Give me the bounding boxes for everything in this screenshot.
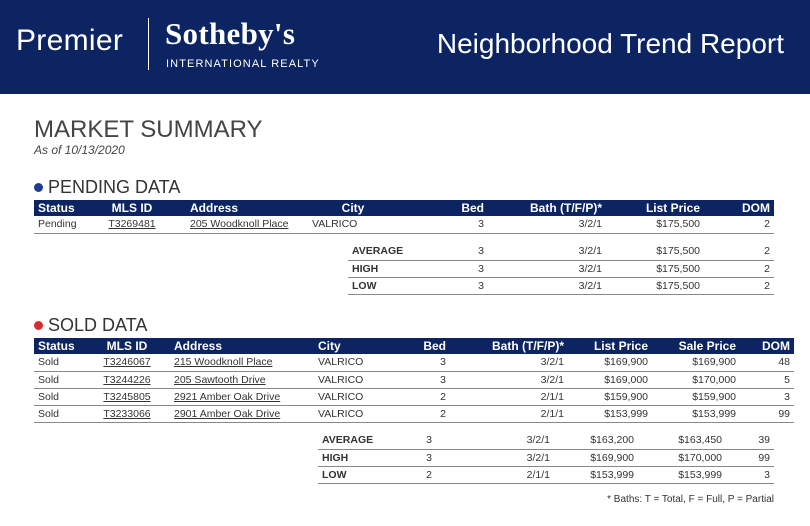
sale-price-cell: $169,900 <box>652 354 740 371</box>
bath-cell: 3/2/1 <box>488 277 606 294</box>
dom-cell: 2 <box>704 243 774 260</box>
address-link[interactable]: 205 Woodknoll Place <box>172 216 308 233</box>
sold-stats-table <box>318 432 774 484</box>
bath-cell: 2/1/1 <box>450 388 568 405</box>
address-link[interactable]: 2921 Amber Oak Drive <box>164 388 314 405</box>
bed-cell: 3 <box>382 354 450 371</box>
sold-col-bed: Bed <box>382 338 450 354</box>
list-price-cell: $163,200 <box>554 432 638 449</box>
pending-stats-table <box>348 243 774 295</box>
stats-label: HIGH <box>318 449 386 466</box>
mls-id-link[interactable]: T3246067 <box>90 354 164 371</box>
bed-cell: 3 <box>386 432 436 449</box>
pending-col-list-price: List Price <box>606 200 704 216</box>
bed-cell: 3 <box>428 260 488 277</box>
address-link[interactable]: 205 Sawtooth Drive <box>164 371 314 388</box>
dom-cell: 48 <box>740 354 794 371</box>
stats-row-low <box>318 466 774 483</box>
mls-id-link[interactable]: T3245805 <box>90 388 164 405</box>
pending-col-bath: Bath (T/F/P)* <box>488 200 606 216</box>
sold-dot-icon <box>34 321 43 330</box>
sale-price-cell: $170,000 <box>652 371 740 388</box>
list-price-cell: $153,999 <box>568 405 652 422</box>
city-cell: VALRICO <box>314 354 382 371</box>
bath-cell: 3/2/1 <box>488 243 606 260</box>
pending-table <box>34 200 774 234</box>
dom-cell: 99 <box>726 449 774 466</box>
bath-cell: 3/2/1 <box>436 432 554 449</box>
sale-price-cell: $170,000 <box>638 449 726 466</box>
sold-col-city: City <box>314 338 382 354</box>
bed-cell: 3 <box>428 243 488 260</box>
brand-sothebys: Sotheby's <box>165 16 296 51</box>
stats-row-high <box>348 260 774 277</box>
list-price-cell: $175,500 <box>606 277 704 294</box>
pending-col-address: Address <box>172 200 308 216</box>
list-price-cell: $175,500 <box>606 243 704 260</box>
pending-col-city: City <box>308 200 398 216</box>
bath-cell: 3/2/1 <box>488 216 606 233</box>
pending-col-mls-id: MLS ID <box>92 200 172 216</box>
brand-international-realty: INTERNATIONAL REALTY <box>166 58 320 70</box>
bath-cell: 3/2/1 <box>488 260 606 277</box>
sold-col-mls-id: MLS ID <box>90 338 164 354</box>
stats-row-high <box>318 449 774 466</box>
market-summary-title: MARKET SUMMARY <box>34 116 263 143</box>
mls-id-link[interactable]: T3244226 <box>90 371 164 388</box>
sold-col-sale-price: Sale Price <box>652 338 740 354</box>
list-price-cell: $175,500 <box>606 216 704 233</box>
sold-section-label: SOLD DATA <box>48 315 148 335</box>
bed-cell: 2 <box>386 466 436 483</box>
pending-section-title <box>34 177 180 198</box>
city-cell: VALRICO <box>314 405 382 422</box>
bath-cell: 2/1/1 <box>450 405 568 422</box>
sale-price-cell: $163,450 <box>638 432 726 449</box>
stats-row-average <box>348 243 774 260</box>
table-row <box>34 371 794 388</box>
sold-col-status: Status <box>34 338 90 354</box>
table-row <box>34 354 794 371</box>
list-price-cell: $159,900 <box>568 388 652 405</box>
bed-cell: 2 <box>382 388 450 405</box>
address-link[interactable]: 215 Woodknoll Place <box>164 354 314 371</box>
bed-cell: 3 <box>398 216 488 233</box>
city-cell: VALRICO <box>314 388 382 405</box>
pending-col-status: Status <box>34 200 92 216</box>
list-price-cell: $175,500 <box>606 260 704 277</box>
city-cell: VALRICO <box>308 216 398 233</box>
address-link[interactable]: 2901 Amber Oak Drive <box>164 405 314 422</box>
pending-col-bed: Bed <box>398 200 488 216</box>
stats-label: LOW <box>348 277 428 294</box>
dom-cell: 39 <box>726 432 774 449</box>
stats-label: AVERAGE <box>318 432 386 449</box>
sold-table <box>34 338 794 423</box>
table-row <box>34 388 794 405</box>
bed-cell: 3 <box>428 277 488 294</box>
sale-price-cell: $159,900 <box>652 388 740 405</box>
city-cell: VALRICO <box>314 371 382 388</box>
brand-premier: Premier <box>16 24 124 57</box>
dom-cell: 2 <box>704 277 774 294</box>
list-price-cell: $169,900 <box>568 354 652 371</box>
status-cell: Pending <box>34 216 92 233</box>
mls-id-link[interactable]: T3269481 <box>92 216 172 233</box>
dom-cell: 2 <box>704 216 774 233</box>
stats-row-average <box>318 432 774 449</box>
sold-col-dom: DOM <box>740 338 794 354</box>
stats-label: HIGH <box>348 260 428 277</box>
pending-col-dom: DOM <box>704 200 774 216</box>
bath-cell: 3/2/1 <box>436 449 554 466</box>
table-row <box>34 405 794 422</box>
status-cell: Sold <box>34 354 90 371</box>
sold-col-list-price: List Price <box>568 338 652 354</box>
dom-cell: 5 <box>740 371 794 388</box>
dom-cell: 99 <box>740 405 794 422</box>
bath-cell: 2/1/1 <box>436 466 554 483</box>
pending-dot-icon <box>34 183 43 192</box>
status-cell: Sold <box>34 405 90 422</box>
mls-id-link[interactable]: T3233066 <box>90 405 164 422</box>
sold-section-title <box>34 315 147 336</box>
sale-price-cell: $153,999 <box>652 405 740 422</box>
bath-cell: 3/2/1 <box>450 354 568 371</box>
status-cell: Sold <box>34 388 90 405</box>
market-summary-date: As of 10/13/2020 <box>34 143 125 157</box>
report-header <box>0 0 810 94</box>
table-row <box>34 216 774 233</box>
bed-cell: 3 <box>382 371 450 388</box>
list-price-cell: $169,000 <box>568 371 652 388</box>
pending-section-label: PENDING DATA <box>48 177 181 197</box>
bath-cell: 3/2/1 <box>450 371 568 388</box>
baths-footnote: * Baths: T = Total, F = Full, P = Partial <box>607 494 774 505</box>
sale-price-cell: $153,999 <box>638 466 726 483</box>
dom-cell: 3 <box>726 466 774 483</box>
dom-cell: 3 <box>740 388 794 405</box>
bed-cell: 2 <box>382 405 450 422</box>
dom-cell: 2 <box>704 260 774 277</box>
bed-cell: 3 <box>386 449 436 466</box>
sold-col-bath: Bath (T/F/P)* <box>450 338 568 354</box>
status-cell: Sold <box>34 371 90 388</box>
stats-label: LOW <box>318 466 386 483</box>
sold-header-row <box>34 338 794 354</box>
sold-col-address: Address <box>164 338 314 354</box>
brand-divider <box>148 18 149 70</box>
list-price-cell: $153,999 <box>554 466 638 483</box>
list-price-cell: $169,900 <box>554 449 638 466</box>
report-title: Neighborhood Trend Report <box>436 28 784 59</box>
pending-header-row <box>34 200 774 216</box>
stats-row-low <box>348 277 774 294</box>
stats-label: AVERAGE <box>348 243 428 260</box>
